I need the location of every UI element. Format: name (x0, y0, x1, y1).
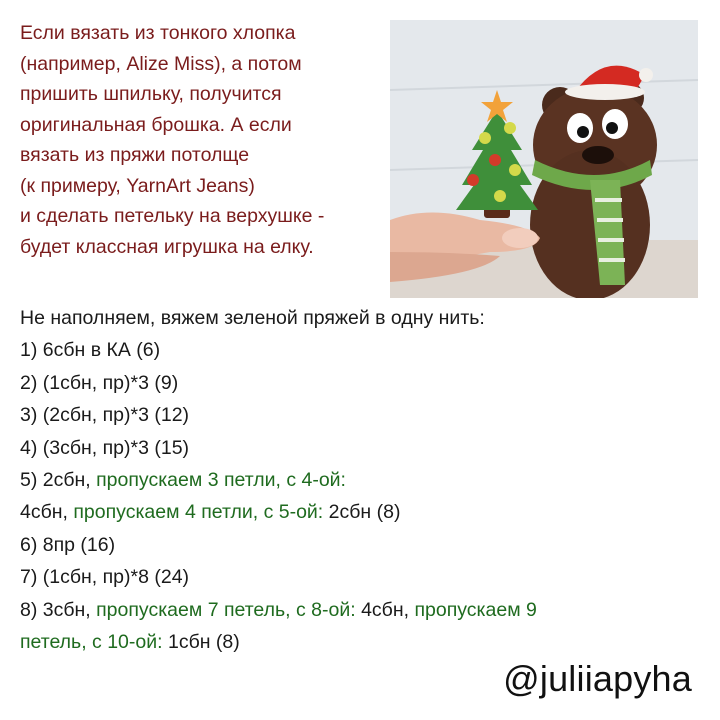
photo (390, 20, 698, 298)
row-instruction: пропускаем 4 петли, с 5-ой: (73, 501, 329, 524)
intro-line: и сделать петельку на верхушке - (20, 205, 325, 227)
intro-line: (к примеру, YarnArt Jeans) (20, 174, 255, 197)
pattern-row: 4) (3сбн, пр)*3 (15) (20, 436, 190, 459)
pattern-row: 3) (2сбн, пр)*3 (12) (20, 404, 190, 427)
pattern-row: 2) (1сбн, пр)*3 (9) (20, 371, 179, 394)
row-text: 8) 3сбн, (20, 598, 97, 621)
row-instruction: пропускаем 9 (414, 598, 537, 621)
pattern-text (20, 302, 710, 658)
intro-line: (например, Alize Miss), а потом (20, 52, 302, 75)
row-text: 5) 2сбн, (20, 469, 97, 492)
pattern-row: 6) 8пр (16) (20, 533, 116, 556)
intro-line: оригинальная брошка. А если (20, 113, 292, 136)
pattern-row: 7) (1сбн, пр)*8 (24) (20, 566, 190, 589)
intro-line: Если вязать из тонкого хлопка (20, 22, 296, 44)
row-instruction: пропускаем 7 петель, с 8-ой: (96, 598, 362, 621)
intro-text (20, 18, 380, 262)
pattern-row (20, 626, 710, 658)
row-text: 2сбн (8) (328, 501, 401, 524)
pattern-heading: Не наполняем, вяжем зеленой пряжей в одну нить: (20, 307, 485, 329)
pattern-row (20, 496, 710, 528)
row-instruction: петель, с 10-ой: (20, 631, 168, 654)
intro-line: будет классная игрушка на елку. (20, 235, 314, 258)
row-text: 4сбн, (20, 501, 74, 524)
pattern-row: 1) 6сбн в КА (6) (20, 339, 161, 362)
author-handle: @juliiapyha (503, 658, 692, 699)
row-text: 1сбн (8) (167, 631, 240, 654)
intro-line: вязать из пряжи потолще (20, 144, 250, 166)
row-text: 4сбн, (361, 598, 415, 621)
intro-line: пришить шпильку, получится (20, 83, 282, 105)
pattern-row (20, 464, 710, 496)
row-instruction: пропускаем 3 петли, с 4-ой: (96, 469, 346, 492)
pattern-row (20, 594, 710, 626)
